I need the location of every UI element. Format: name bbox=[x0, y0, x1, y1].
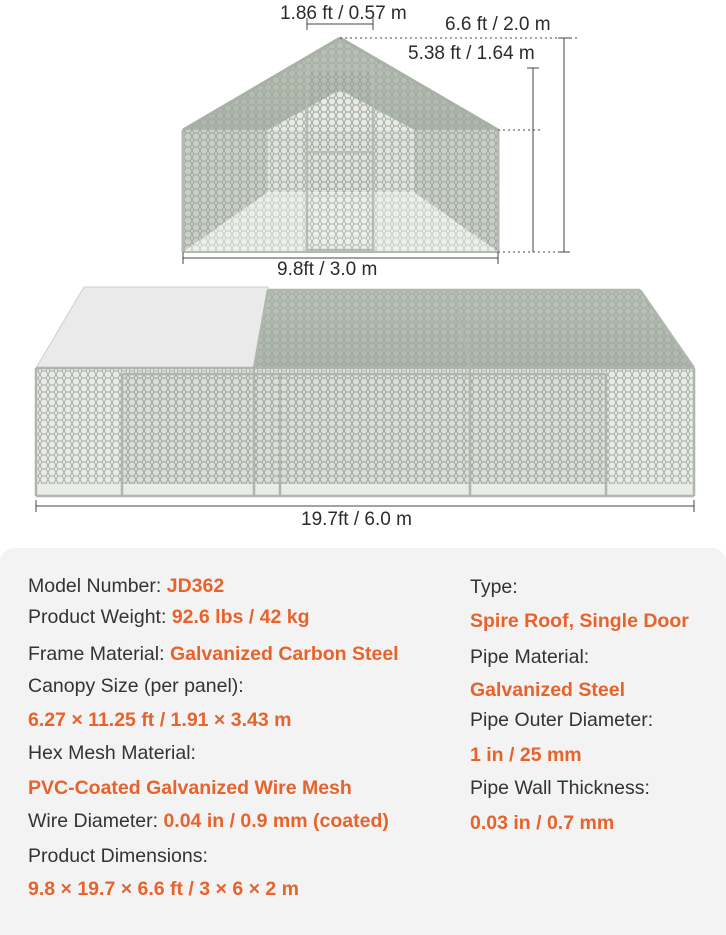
spec-dims-label: Product Dimensions: bbox=[28, 845, 208, 867]
side-height-label: 5.38 ft / 1.64 m bbox=[408, 43, 535, 64]
spec-diameter-label: Pipe Outer Diameter: bbox=[470, 709, 654, 731]
spec-wire-label: Wire Diameter: bbox=[28, 810, 159, 832]
spec-thickness-label: Pipe Wall Thickness: bbox=[470, 777, 650, 799]
spec-mesh-value: PVC-Coated Galvanized Wire Mesh bbox=[28, 777, 352, 799]
spec-frame-value: Galvanized Carbon Steel bbox=[169, 643, 399, 665]
spec-thickness-value: 0.03 in / 0.7 mm bbox=[470, 812, 615, 834]
front-width-label: 9.8ft / 3.0 m bbox=[277, 259, 378, 280]
spec-model bbox=[28, 575, 224, 598]
spec-frame-label: Frame Material: bbox=[28, 643, 165, 665]
spec-wire bbox=[28, 810, 389, 833]
spec-dims-value: 9.8 × 19.7 × 6.6 ft / 3 × 6 × 2 m bbox=[28, 878, 300, 900]
door-width-label: 1.86 ft / 0.57 m bbox=[280, 3, 407, 24]
length-label: 19.7ft / 6.0 m bbox=[301, 509, 412, 530]
spec-pipe-value: Galvanized Steel bbox=[470, 679, 625, 701]
spec-pipe-label: Pipe Material: bbox=[470, 646, 590, 668]
spec-weight-value: 92.6 lbs / 42 kg bbox=[171, 606, 310, 628]
spec-diameter-value: 1 in / 25 mm bbox=[470, 744, 582, 766]
front-view-coop bbox=[183, 38, 498, 252]
spec-weight-label: Product Weight: bbox=[28, 606, 167, 628]
spec-type-label: Type: bbox=[470, 576, 518, 598]
spec-mesh-label: Hex Mesh Material: bbox=[28, 742, 196, 764]
spec-canopy-label: Canopy Size (per panel): bbox=[28, 675, 244, 697]
spec-model-label: Model Number: bbox=[28, 575, 162, 597]
spec-model-value: JD362 bbox=[166, 575, 225, 597]
spec-type-value: Spire Roof, Single Door bbox=[470, 610, 689, 632]
spec-frame bbox=[28, 643, 399, 666]
total-height-label: 6.6 ft / 2.0 m bbox=[445, 14, 551, 35]
spec-weight bbox=[28, 606, 309, 629]
side-view-coop bbox=[36, 287, 694, 496]
spec-canopy-value: 6.27 × 11.25 ft / 1.91 × 3.43 m bbox=[28, 709, 292, 731]
spec-wire-value: 0.04 in / 0.9 mm (coated) bbox=[163, 810, 389, 832]
